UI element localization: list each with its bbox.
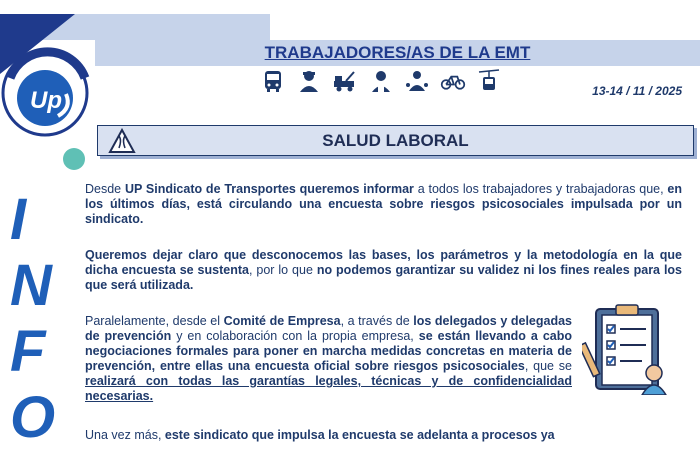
paragraph-2: Queremos dejar claro que desconocemos las bases, los parámetros y la metodología en la que dicha encuesta se sustenta, por lo que no podemos garantizar su validez ni los fines reales para los que será utilizada.: [85, 248, 683, 292]
paragraph-4: Una vez más, este sindicato que impulsa la encuesta se adelanta a procesos ya: [85, 428, 555, 442]
mechanic-icon: [368, 68, 394, 94]
section-title: SALUD LABORAL: [322, 131, 469, 150]
inspector-icon: [404, 68, 430, 94]
clipboard-checklist-icon: [582, 303, 674, 395]
section-header: [97, 125, 694, 156]
cable-car-icon: [476, 68, 502, 94]
paragraph-1: Desde UP Sindicato de Transportes queremos informar a todos los trabajadores y trabajadoras que, en los últimos días, está circulando una encuesta sobre riesgos psicosociales impulsada por un sindicato.: [85, 182, 682, 226]
date: 13-14 / 11 / 2025: [592, 84, 682, 98]
info-letter-o: O: [10, 385, 56, 450]
paragraph-3: Paralelamente, desde el Comité de Empresa, a través de los delegados y delegadas de prevención y en colaboración con la propia empresa, se están llevando a cabo negociaciones formales para poner en marcha medidas concretas en materia de prevención, entre ellas una encuesta oficial sobre riesgos psicosociales, que se realizará con todas las garantías legales, técnicas y de confidencialidad necesarias.: [85, 314, 573, 403]
tow-truck-icon: [332, 68, 358, 94]
union-logo: [0, 38, 90, 148]
info-letter-f: F: [10, 319, 46, 384]
header-title: TRABAJADORES/AS DE LA EMT: [264, 43, 531, 62]
icon-row: [260, 68, 502, 94]
driver-icon: [296, 68, 322, 94]
top-bar: [0, 0, 700, 14]
teal-dot: [63, 148, 85, 170]
info-letter-n: N: [10, 253, 52, 318]
logo-text: Up: [30, 87, 62, 114]
info-letter-i: I: [10, 187, 27, 252]
bus-icon: [260, 68, 286, 94]
bicycle-icon: [440, 68, 466, 94]
